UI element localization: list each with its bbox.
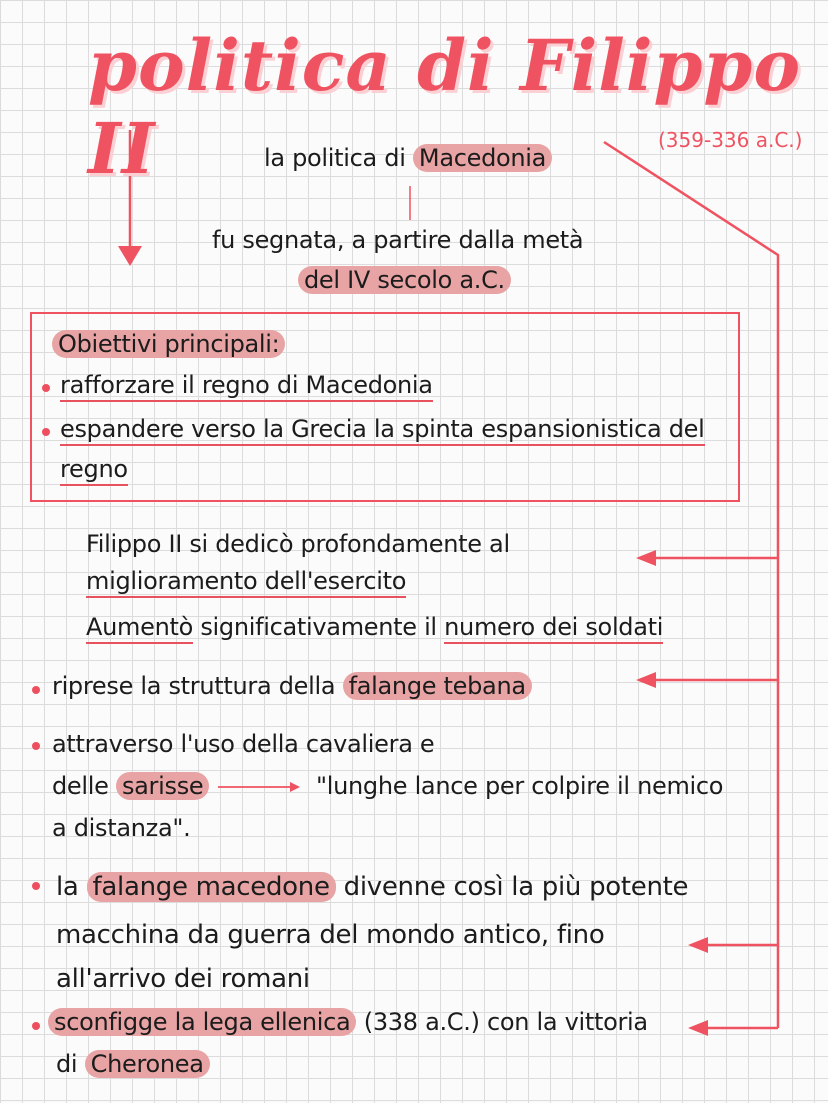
army-line-3-mid: significativamente il	[192, 613, 445, 641]
objective-2-cont	[60, 454, 128, 486]
objective-1-text: rafforzare il regno di Macedonia	[60, 370, 433, 402]
falange-macedone-highlight: falange macedone	[87, 872, 336, 902]
bullet-icon	[32, 882, 40, 890]
objective-1	[60, 370, 433, 402]
cavalry-line-1: attraverso l'uso della cavaliera e	[52, 730, 435, 758]
cavalry-pre: delle	[52, 772, 116, 800]
intro-line-2: fu segnata, a partire dalla metà	[212, 226, 584, 254]
macedonia-highlight: Macedonia	[413, 144, 552, 172]
falange-tebana-highlight: falange tebana	[343, 672, 532, 700]
soldiers-text: numero dei soldati	[444, 612, 663, 644]
falange-line	[52, 672, 532, 700]
cheronea-highlight: Cheronea	[85, 1050, 210, 1078]
macedone-line-3: all'arrivo dei romani	[56, 964, 310, 994]
aumento-text: Aumentò	[86, 612, 193, 644]
cavalry-line-3: a distanza".	[52, 814, 191, 842]
date-range: (359-336 a.C.)	[658, 128, 803, 152]
century-highlight: del IV secolo a.C.	[298, 266, 511, 294]
cavalry-line-2	[52, 772, 209, 800]
bullet-icon	[32, 686, 40, 694]
intro-text: la politica di	[264, 144, 413, 172]
bullet-icon	[32, 1022, 40, 1030]
macedone-post: divenne così la più potente	[335, 872, 689, 902]
lega-line-2	[56, 1050, 210, 1078]
lega-line-2-pre: di	[56, 1050, 85, 1078]
objective-2	[60, 414, 705, 446]
bullet-icon	[42, 384, 50, 392]
objectives-heading-text: Obiettivi principali:	[52, 330, 285, 358]
falange-pre: riprese la struttura della	[52, 672, 343, 700]
page-title: politica di Filippo II	[88, 24, 802, 190]
army-line-3	[86, 612, 663, 644]
intro-line-3	[298, 266, 511, 294]
army-line-2	[86, 566, 406, 598]
objectives-heading	[52, 330, 285, 358]
army-line-2-text: miglioramento dell'esercito	[86, 566, 406, 598]
objective-2-text: espandere verso la Grecia la spinta espansionistica del	[60, 414, 705, 446]
sarisse-definition: "lunghe lance per colpire il nemico	[316, 772, 724, 800]
objective-2-cont-text: regno	[60, 454, 128, 486]
sarisse-highlight: sarisse	[116, 772, 209, 800]
bullet-icon	[32, 742, 40, 750]
macedone-line-1	[56, 872, 688, 902]
bullet-icon	[42, 428, 50, 436]
intro-line-1	[264, 144, 552, 172]
macedone-pre: la	[56, 872, 87, 902]
army-line-1: Filippo II si dedicò profondamente al	[86, 530, 510, 558]
lega-ellenica-highlight: sconfigge la lega ellenica	[48, 1008, 356, 1036]
lega-line-1	[48, 1008, 648, 1036]
macedone-line-2: macchina da guerra del mondo antico, fino	[56, 920, 605, 950]
lega-post: (338 a.C.) con la vittoria	[356, 1008, 648, 1036]
